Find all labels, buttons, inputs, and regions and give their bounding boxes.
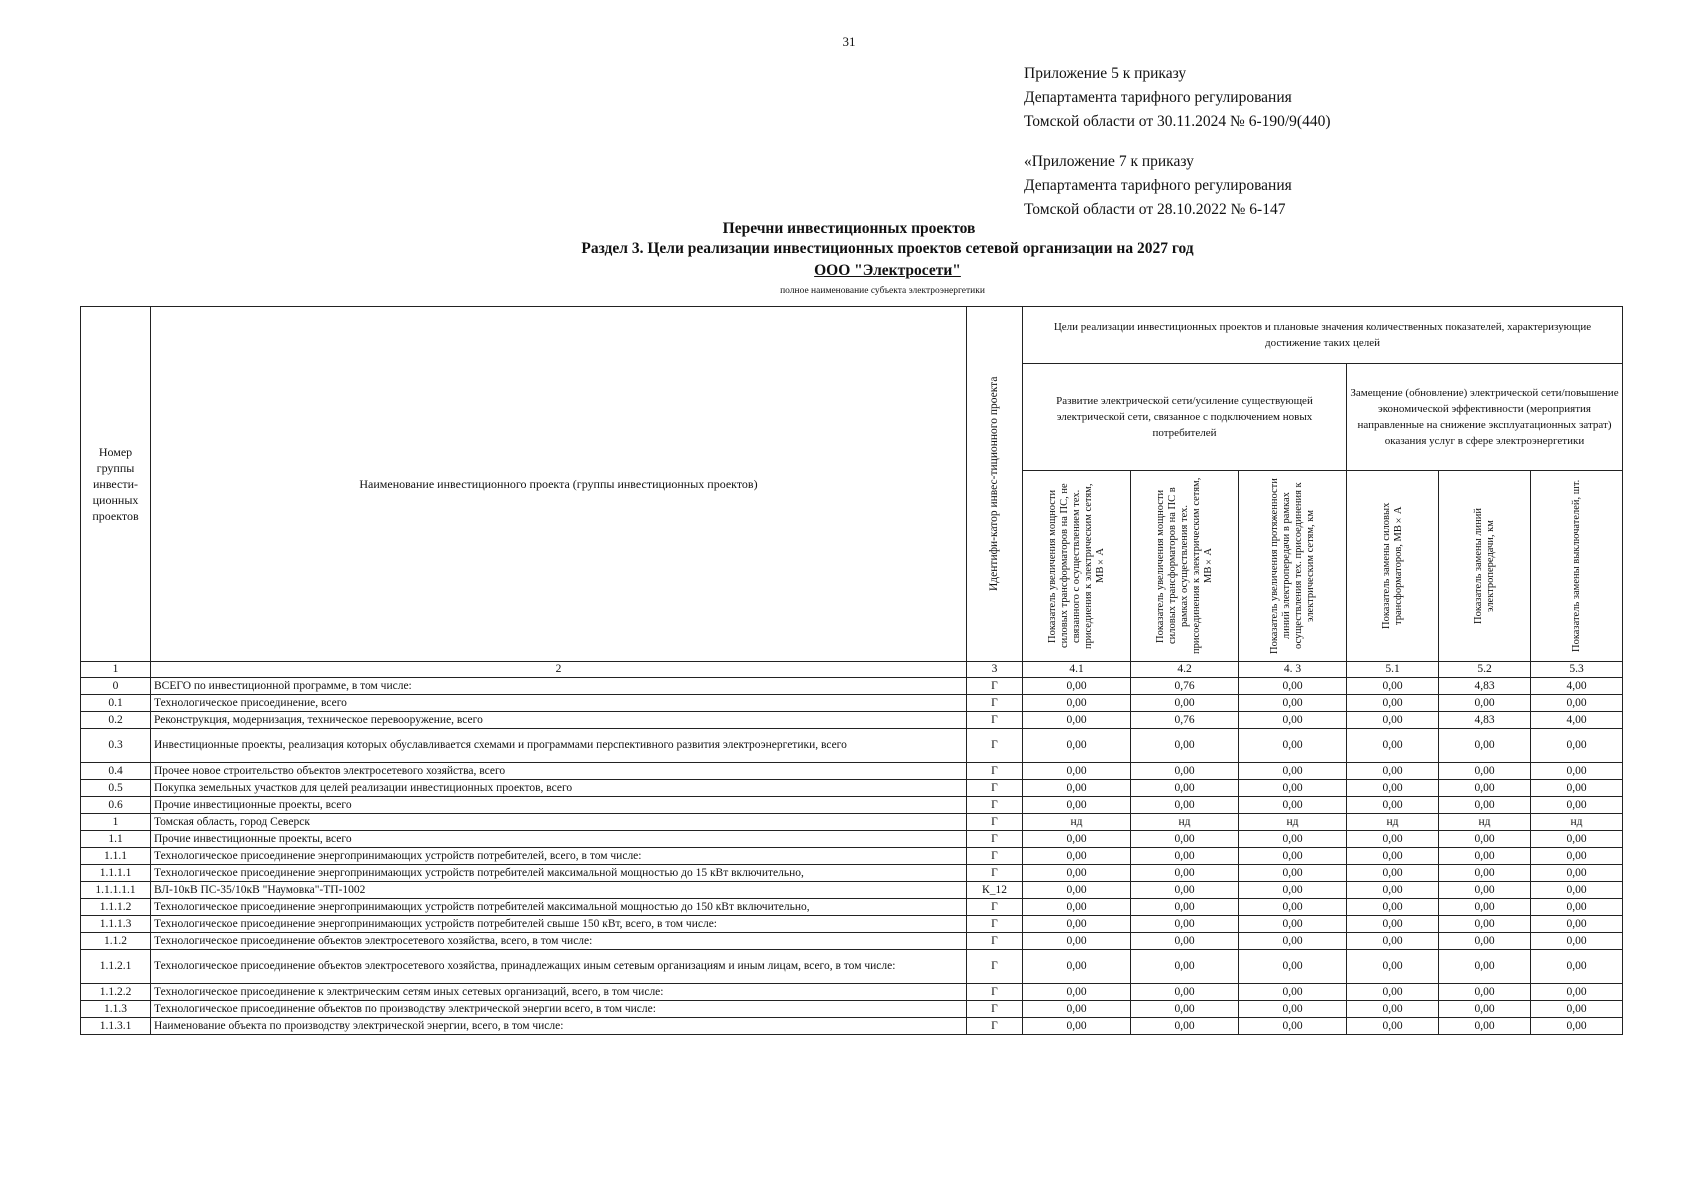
column-number: 4.1 — [1023, 662, 1131, 678]
row-identifier: Г — [967, 848, 1023, 865]
row-number: 1.1.1 — [81, 848, 151, 865]
column-number-row — [81, 662, 1623, 678]
header-group-number: Номер группы инвести-ционных проектов — [81, 307, 151, 662]
row-number: 0.5 — [81, 780, 151, 797]
row-project-name: Наименование объекта по производству электрической энергии, всего, в том числе: — [151, 1018, 967, 1035]
row-value: 0,00 — [1131, 916, 1239, 933]
row-value: 0,00 — [1347, 848, 1439, 865]
row-value: нд — [1131, 814, 1239, 831]
row-value: 0,00 — [1531, 950, 1623, 984]
row-value: 0,00 — [1131, 695, 1239, 712]
row-identifier: Г — [967, 899, 1023, 916]
row-value: 0,00 — [1439, 797, 1531, 814]
row-value: 0,00 — [1347, 916, 1439, 933]
row-identifier: Г — [967, 729, 1023, 763]
row-project-name: Технологическое присоединение объектов по производству электрической энергии всего, в том числе: — [151, 1001, 967, 1018]
row-number: 1.1.2.1 — [81, 950, 151, 984]
header-replacement: Замещение (обновление) электрической сети/повышение экономической эффективности (мероприятия направленные на снижение эксплуатационных затрат) оказания услуг в сфере электроэнергетики — [1347, 364, 1623, 471]
row-value: 0,00 — [1131, 933, 1239, 950]
row-number: 0.4 — [81, 763, 151, 780]
row-value: 0,00 — [1439, 1001, 1531, 1018]
table-row — [81, 831, 1623, 848]
row-value: нд — [1439, 814, 1531, 831]
table-row — [81, 984, 1623, 1001]
organization-caption: полное наименование субъекта электроэнергетики — [780, 286, 985, 296]
row-value: 0,00 — [1347, 984, 1439, 1001]
page-number: 31 — [842, 34, 856, 49]
row-project-name: Технологическое присоединение, всего — [151, 695, 967, 712]
table-row — [81, 678, 1623, 695]
row-identifier: Г — [967, 916, 1023, 933]
row-value: 0,76 — [1131, 678, 1239, 695]
row-identifier: Г — [967, 678, 1023, 695]
column-number: 5.3 — [1531, 662, 1623, 678]
header-indicator-4-1 — [1023, 471, 1131, 662]
document-title: Перечни инвестиционных проектов — [722, 220, 976, 237]
table-header — [81, 307, 1623, 678]
header-indicator-5-1 — [1347, 471, 1439, 662]
row-value: 4,83 — [1439, 712, 1531, 729]
row-identifier: Г — [967, 865, 1023, 882]
appendix-line: Приложение 5 к приказу — [1024, 65, 1187, 82]
column-number: 1 — [81, 662, 151, 678]
table-row — [81, 780, 1623, 797]
row-value: 0,00 — [1347, 831, 1439, 848]
row-value: 0,00 — [1239, 1018, 1347, 1035]
row-project-name: Технологическое присоединение энергопринимающих устройств потребителей максимальной мощностью до 150 кВт включительно, — [151, 899, 967, 916]
row-value: 0,00 — [1531, 933, 1623, 950]
row-value: нд — [1531, 814, 1623, 831]
organization-name: ООО "Электросети" — [814, 262, 961, 279]
table-row — [81, 797, 1623, 814]
row-value: 0,00 — [1239, 1001, 1347, 1018]
row-value: 0,00 — [1131, 1001, 1239, 1018]
row-value: 0,00 — [1131, 831, 1239, 848]
header-indicator-text: Показатель увеличения мощности силовых трансформаторов на ПС в рамках осуществления тех. присоединения к электрическим сетям, МВ×А — [1154, 477, 1214, 655]
row-value: 0,00 — [1239, 933, 1347, 950]
table-row — [81, 848, 1623, 865]
row-number: 1.1.2.2 — [81, 984, 151, 1001]
appendix-line: Томской области от 28.10.2022 № 6-147 — [1024, 201, 1286, 218]
row-value: 0,00 — [1531, 695, 1623, 712]
row-value: 0,00 — [1023, 831, 1131, 848]
row-value: 0,00 — [1347, 729, 1439, 763]
row-project-name: Технологическое присоединение энергопринимающих устройств потребителей максимальной мощностью до 15 кВт включительно, — [151, 865, 967, 882]
row-value: 0,00 — [1023, 1001, 1131, 1018]
row-value: 0,00 — [1023, 1018, 1131, 1035]
table-row — [81, 882, 1623, 899]
row-value: 0,00 — [1531, 848, 1623, 865]
row-value: 0,00 — [1023, 729, 1131, 763]
row-number: 1.1.1.1 — [81, 865, 151, 882]
row-identifier: Г — [967, 763, 1023, 780]
row-value: 0,00 — [1239, 797, 1347, 814]
table-row — [81, 712, 1623, 729]
row-value: 0,00 — [1023, 882, 1131, 899]
row-value: 4,00 — [1531, 678, 1623, 695]
row-value: 0,00 — [1439, 695, 1531, 712]
row-value: 0,00 — [1023, 763, 1131, 780]
row-project-name: Инвестиционные проекты, реализация которых обуславливается схемами и программами перспективного развития электроэнергетики, всего — [151, 729, 967, 763]
row-number: 1.1.1.3 — [81, 916, 151, 933]
row-value: 0,00 — [1531, 831, 1623, 848]
row-value: нд — [1239, 814, 1347, 831]
row-value: 0,00 — [1131, 763, 1239, 780]
row-value: 0,00 — [1439, 865, 1531, 882]
row-value: 0,00 — [1023, 695, 1131, 712]
column-number: 3 — [967, 662, 1023, 678]
row-value: 0,00 — [1131, 848, 1239, 865]
row-value: 0,00 — [1239, 882, 1347, 899]
row-value: 0,00 — [1131, 797, 1239, 814]
row-value: 0,00 — [1347, 678, 1439, 695]
row-value: 0,00 — [1239, 729, 1347, 763]
header-goals: Цели реализации инвестиционных проектов и плановые значения количественных показателей, характеризующие достижение таких целей — [1023, 307, 1623, 364]
row-value: 0,00 — [1023, 950, 1131, 984]
row-value: 0,00 — [1439, 780, 1531, 797]
header-indicator-4-2 — [1131, 471, 1239, 662]
header-identifier-text: Идентифи-катор инвес-тиционного проекта — [988, 376, 1000, 592]
section-title: Раздел 3. Цели реализации инвестиционных проектов сетевой организации на 2027 год — [581, 240, 1194, 257]
table-row — [81, 729, 1623, 763]
row-identifier: К_12 — [967, 882, 1023, 899]
row-identifier: Г — [967, 1018, 1023, 1035]
row-value: 0,00 — [1347, 780, 1439, 797]
header-indicator-text: Показатель замены силовых трансформаторов, МВ×А — [1380, 502, 1404, 630]
row-number: 1.1.1.1.1 — [81, 882, 151, 899]
header-indicator-text: Показатель замены линий электропередачи, км — [1472, 508, 1496, 625]
table-row — [81, 916, 1623, 933]
row-value: 0,00 — [1131, 865, 1239, 882]
row-value: 0,00 — [1131, 729, 1239, 763]
row-project-name: Технологическое присоединение к электрическим сетям иных сетевых организаций, всего, в том числе: — [151, 984, 967, 1001]
row-value: 0,00 — [1439, 933, 1531, 950]
row-value: 0,00 — [1439, 984, 1531, 1001]
table-row — [81, 814, 1623, 831]
row-value: 0,00 — [1023, 712, 1131, 729]
row-project-name: Технологическое присоединение объектов электросетевого хозяйства, принадлежащих иным сетевым организациям и иным лицам, всего, в том числе: — [151, 950, 967, 984]
row-value: 0,00 — [1531, 763, 1623, 780]
row-value: 0,00 — [1131, 950, 1239, 984]
row-value: 0,00 — [1239, 695, 1347, 712]
row-value: 0,76 — [1131, 712, 1239, 729]
row-identifier: Г — [967, 933, 1023, 950]
header-indicator-text: Показатель замены выключателей, шт. — [1570, 479, 1582, 653]
row-number: 0.6 — [81, 797, 151, 814]
row-value: 0,00 — [1347, 695, 1439, 712]
row-value: 0,00 — [1023, 984, 1131, 1001]
row-value: 0,00 — [1531, 780, 1623, 797]
row-value: 0,00 — [1439, 848, 1531, 865]
row-value: 0,00 — [1239, 984, 1347, 1001]
row-value: 0,00 — [1023, 899, 1131, 916]
row-value: 0,00 — [1531, 984, 1623, 1001]
row-value: 0,00 — [1347, 1018, 1439, 1035]
row-value: 0,00 — [1131, 882, 1239, 899]
row-value: 0,00 — [1531, 865, 1623, 882]
table-row — [81, 899, 1623, 916]
row-value: 0,00 — [1023, 865, 1131, 882]
row-value: 0,00 — [1531, 882, 1623, 899]
row-value: 0,00 — [1131, 1018, 1239, 1035]
row-number: 1.1.3.1 — [81, 1018, 151, 1035]
appendix-line: Департамента тарифного регулирования — [1024, 89, 1292, 106]
row-value: 0,00 — [1531, 797, 1623, 814]
row-identifier: Г — [967, 814, 1023, 831]
row-project-name: Реконструкция, модернизация, техническое перевооружение, всего — [151, 712, 967, 729]
row-identifier: Г — [967, 831, 1023, 848]
row-value: 0,00 — [1239, 712, 1347, 729]
row-value: 0,00 — [1347, 950, 1439, 984]
row-number: 0.1 — [81, 695, 151, 712]
row-number: 1 — [81, 814, 151, 831]
row-value: 0,00 — [1347, 865, 1439, 882]
investment-projects-table — [80, 306, 1623, 1035]
row-value: 0,00 — [1347, 933, 1439, 950]
row-value: нд — [1347, 814, 1439, 831]
row-value: 0,00 — [1439, 882, 1531, 899]
row-project-name: Томская область, город Северск — [151, 814, 967, 831]
row-value: 0,00 — [1439, 831, 1531, 848]
row-identifier: Г — [967, 950, 1023, 984]
header-indicator-text: Показатель увеличения протяженности линий электропередачи в рамках осуществления тех. присоединения к электрическим сетям, км — [1268, 478, 1316, 654]
row-value: 0,00 — [1347, 797, 1439, 814]
row-value: 0,00 — [1239, 831, 1347, 848]
row-value: 0,00 — [1531, 1001, 1623, 1018]
row-value: 0,00 — [1531, 899, 1623, 916]
header-development: Развитие электрической сети/усиление существующей электрической сети, связанное с подключением новых потребителей — [1023, 364, 1347, 471]
row-value: 0,00 — [1131, 984, 1239, 1001]
header-indicator-5-3 — [1531, 471, 1623, 662]
row-value: 0,00 — [1239, 899, 1347, 916]
row-value: 4,83 — [1439, 678, 1531, 695]
row-value: 0,00 — [1439, 916, 1531, 933]
row-number: 1.1 — [81, 831, 151, 848]
column-number: 4.2 — [1131, 662, 1239, 678]
header-indicator-text: Показатель увеличения мощности силовых трансформаторов на ПС, не связанного с осуществлением тех. приседиения к электрическим сетям, МВ×А — [1046, 483, 1106, 649]
row-number: 1.1.1.2 — [81, 899, 151, 916]
row-value: 0,00 — [1239, 865, 1347, 882]
column-number: 4. 3 — [1239, 662, 1347, 678]
header-project-name: Наименование инвестиционного проекта (группы инвестиционных проектов) — [151, 307, 967, 662]
row-project-name: Технологическое присоединение энергопринимающих устройств потребителей свыше 150 кВт, всего, в том числе: — [151, 916, 967, 933]
row-value: 0,00 — [1347, 882, 1439, 899]
row-value: 0,00 — [1531, 916, 1623, 933]
row-identifier: Г — [967, 695, 1023, 712]
row-value: 0,00 — [1439, 763, 1531, 780]
row-value: 0,00 — [1023, 780, 1131, 797]
row-value: 0,00 — [1239, 950, 1347, 984]
table-row — [81, 1018, 1623, 1035]
table-row — [81, 865, 1623, 882]
appendix-line: «Приложение 7 к приказу — [1024, 153, 1194, 170]
row-value: 0,00 — [1239, 848, 1347, 865]
row-value: 0,00 — [1439, 950, 1531, 984]
row-value: 0,00 — [1023, 848, 1131, 865]
row-value: 0,00 — [1239, 780, 1347, 797]
table-body — [81, 678, 1623, 1035]
row-number: 0 — [81, 678, 151, 695]
row-value: 0,00 — [1023, 797, 1131, 814]
table-row — [81, 950, 1623, 984]
row-value: 0,00 — [1023, 933, 1131, 950]
row-identifier: Г — [967, 984, 1023, 1001]
row-value: 4,00 — [1531, 712, 1623, 729]
appendix-reference-original — [1024, 150, 1292, 222]
column-number: 5.1 — [1347, 662, 1439, 678]
row-value: 0,00 — [1239, 678, 1347, 695]
row-identifier: Г — [967, 1001, 1023, 1018]
row-project-name: Прочие инвестиционные проекты, всего — [151, 797, 967, 814]
row-value: 0,00 — [1131, 780, 1239, 797]
header-indicator-4-3 — [1239, 471, 1347, 662]
row-value: 0,00 — [1347, 899, 1439, 916]
column-number: 2 — [151, 662, 967, 678]
row-value: 0,00 — [1131, 899, 1239, 916]
table-row — [81, 1001, 1623, 1018]
row-value: 0,00 — [1439, 729, 1531, 763]
row-value: 0,00 — [1023, 916, 1131, 933]
row-project-name: Покупка земельных участков для целей реализации инвестиционных проектов, всего — [151, 780, 967, 797]
row-project-name: Прочее новое строительство объектов электросетевого хозяйства, всего — [151, 763, 967, 780]
row-number: 1.1.3 — [81, 1001, 151, 1018]
row-value: 0,00 — [1439, 1018, 1531, 1035]
appendix-line: Департамента тарифного регулирования — [1024, 177, 1292, 194]
row-value: 0,00 — [1439, 899, 1531, 916]
row-value: 0,00 — [1347, 712, 1439, 729]
row-value: 0,00 — [1239, 916, 1347, 933]
header-identifier — [967, 307, 1023, 662]
appendix-line: Томской области от 30.11.2024 № 6-190/9(440) — [1024, 113, 1331, 130]
row-number: 1.1.2 — [81, 933, 151, 950]
row-identifier: Г — [967, 780, 1023, 797]
row-project-name: Прочие инвестиционные проекты, всего — [151, 831, 967, 848]
row-project-name: ВСЕГО по инвестиционной программе, в том числе: — [151, 678, 967, 695]
table-row — [81, 763, 1623, 780]
appendix-reference-current — [1024, 62, 1331, 134]
header-indicator-5-2 — [1439, 471, 1531, 662]
table-row — [81, 695, 1623, 712]
row-project-name: Технологическое присоединение объектов электросетевого хозяйства, всего, в том числе: — [151, 933, 967, 950]
column-number: 5.2 — [1439, 662, 1531, 678]
row-identifier: Г — [967, 712, 1023, 729]
row-value: 0,00 — [1531, 729, 1623, 763]
row-number: 0.2 — [81, 712, 151, 729]
row-value: 0,00 — [1531, 1018, 1623, 1035]
row-value: 0,00 — [1347, 1001, 1439, 1018]
row-number: 0.3 — [81, 729, 151, 763]
row-project-name: ВЛ-10кВ ПС-35/10кВ "Наумовка"-ТП-1002 — [151, 882, 967, 899]
row-value: нд — [1023, 814, 1131, 831]
row-value: 0,00 — [1239, 763, 1347, 780]
row-project-name: Технологическое присоединение энергопринимающих устройств потребителей, всего, в том числе: — [151, 848, 967, 865]
row-value: 0,00 — [1347, 763, 1439, 780]
row-identifier: Г — [967, 797, 1023, 814]
table-row — [81, 933, 1623, 950]
row-value: 0,00 — [1023, 678, 1131, 695]
